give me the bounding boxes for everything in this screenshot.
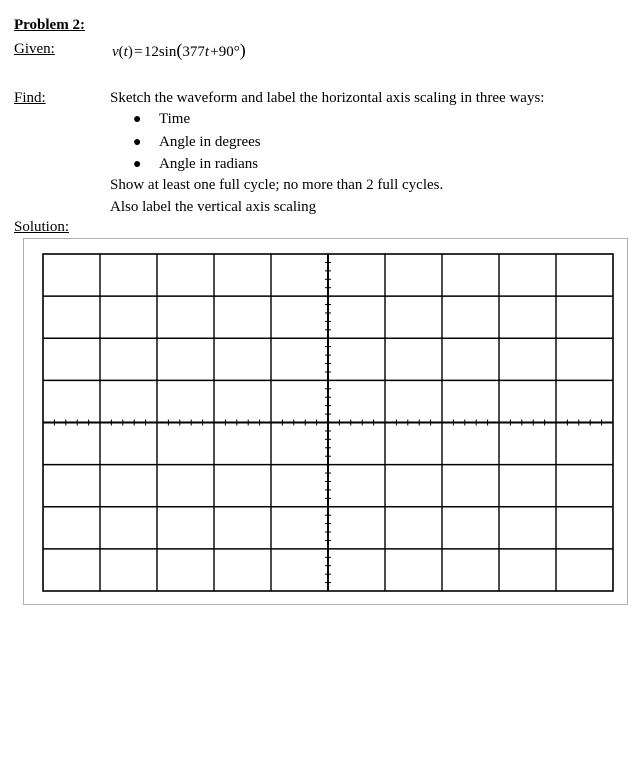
find-instruction: Sketch the waveform and label the horizontal axis scaling in three ways: (110, 90, 545, 106)
bullet-label: Time (159, 111, 191, 127)
bullet-item-time (133, 111, 190, 128)
solution-label: Solution: (14, 219, 70, 235)
equation-phase: +90° (210, 44, 240, 60)
vertical-axis-instruction: Also label the vertical axis scaling (110, 199, 317, 215)
equation-sin: sin (158, 44, 177, 60)
given-label: Given: (14, 41, 55, 57)
bullet-label: Angle in radians (159, 156, 259, 172)
given-equation: v(t) = 12sin(377t +90°) (112, 40, 246, 60)
graph-paper (24, 239, 629, 606)
bullet-icon: ● (133, 135, 142, 150)
equation-variable: t (123, 44, 128, 60)
equation-equals: = (134, 44, 143, 60)
cycle-instruction: Show at least one full cycle; no more than 2 full cycles. (110, 177, 444, 193)
bullet-item-degrees (133, 134, 261, 151)
problem-title: Problem 2: (14, 17, 85, 33)
find-label: Find: (14, 90, 46, 106)
bullet-item-radians (133, 156, 258, 173)
bullet-icon: ● (133, 157, 142, 172)
equation-function: v (112, 44, 119, 60)
equation-amplitude: 12 (143, 44, 159, 60)
graph-paper-frame (23, 238, 628, 605)
equation-omega: 377 (182, 44, 205, 60)
bullet-icon: ● (133, 112, 142, 127)
bullet-label: Angle in degrees (159, 134, 261, 150)
equation-variable-2: t (204, 44, 210, 60)
